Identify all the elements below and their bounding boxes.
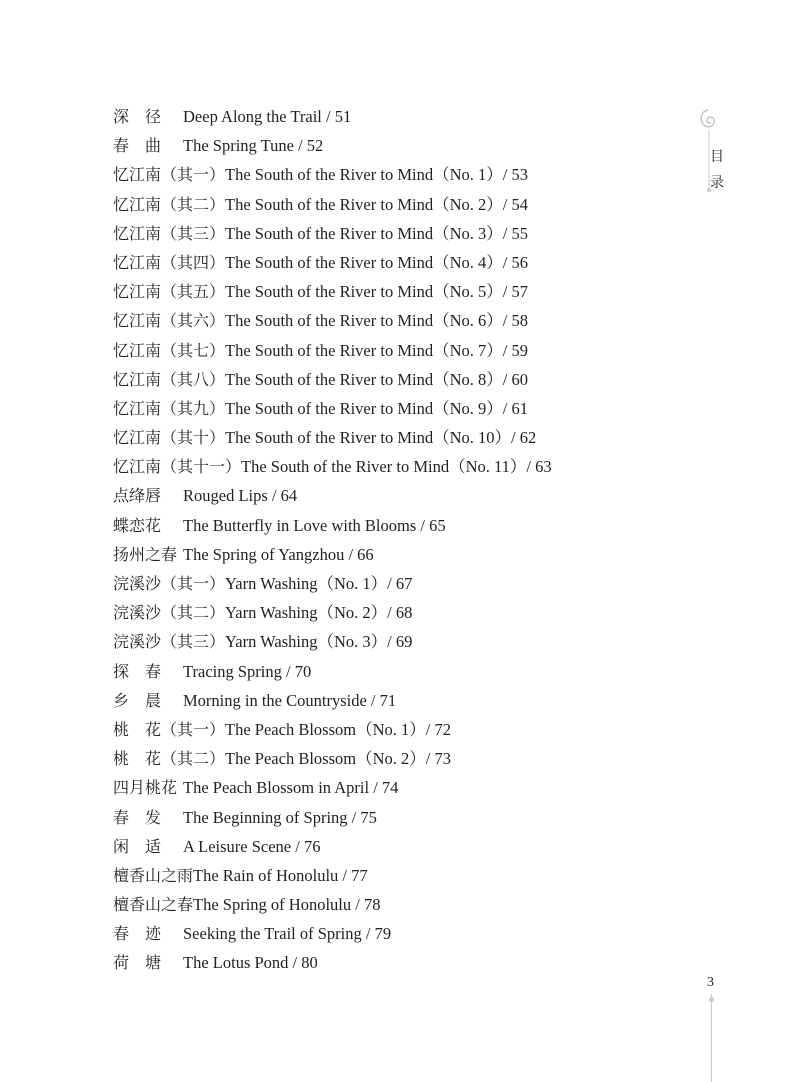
toc-entry-english-title: The South of the River to Mind（No. 10）/ 62 [225, 428, 537, 448]
toc-entry[interactable] [113, 513, 552, 542]
toc-entry-chinese-title: 乡 晨 [113, 690, 162, 710]
toc-entry-english-title: The Rain of Honolulu / 77 [193, 865, 368, 885]
toc-entry-english-title: The Butterfly in Love with Blooms / 65 [183, 515, 446, 535]
toc-entry-english-title: The Peach Blossom（No. 1）/ 72 [225, 719, 451, 739]
toc-entry-chinese-title: 忆江南（其九） [113, 398, 226, 418]
toc-entry-chinese-title: 忆江南（其五） [113, 282, 226, 302]
toc-entry-english-title: Deep Along the Trail / 51 [183, 107, 352, 126]
toc-entry-chinese-title: 忆江南（其八） [113, 369, 226, 389]
toc-entry[interactable] [113, 775, 552, 804]
toc-entry[interactable] [113, 717, 552, 746]
toc-entry[interactable] [113, 805, 552, 834]
toc-entry[interactable] [113, 250, 552, 279]
toc-entry[interactable] [113, 104, 552, 133]
toc-entry-english-title: The South of the River to Mind（No. 1）/ 53 [225, 165, 528, 185]
toc-entry[interactable] [113, 834, 552, 863]
toc-entry-english-title: The South of the River to Mind（No. 11）/ 63 [241, 457, 552, 477]
section-tab-char-1: 目 [710, 149, 724, 165]
toc-entry[interactable] [113, 659, 552, 688]
toc-entry-chinese-title: 桃 花（其一） [113, 719, 226, 739]
toc-entry-english-title: The Spring of Yangzhou / 66 [183, 544, 374, 564]
toc-entry-chinese-title: 春 迹 [113, 924, 162, 944]
toc-entry-chinese-title: 探 春 [113, 661, 162, 681]
toc-entry[interactable] [113, 221, 552, 250]
toc-entry-english-title: Rouged Lips / 64 [183, 486, 298, 506]
toc-entry[interactable] [113, 279, 552, 308]
page-number-rule [711, 994, 712, 1082]
toc-entry[interactable] [113, 629, 552, 658]
toc-entry-english-title: The Spring of Honolulu / 78 [193, 895, 381, 915]
toc-entry-english-title: The South of the River to Mind（No. 7）/ 59 [225, 340, 528, 360]
toc-entry-english-title: A Leisure Scene / 76 [183, 836, 321, 856]
toc-entry-chinese-title: 浣溪沙（其二） [113, 603, 226, 623]
toc-entry-chinese-title: 春 发 [113, 807, 162, 827]
toc-entry-chinese-title: 春 曲 [113, 136, 162, 156]
toc-entry[interactable] [113, 192, 552, 221]
toc-entry-english-title: The Beginning of Spring / 75 [183, 807, 377, 827]
toc-entry-chinese-title: 忆江南（其六） [113, 311, 226, 331]
toc-entry-chinese-title: 檀香山之雨 [113, 865, 194, 885]
toc-entry-english-title: The South of the River to Mind（No. 5）/ 57 [225, 282, 528, 302]
toc-entry-chinese-title: 深 径 [113, 107, 162, 126]
toc-entry[interactable] [113, 483, 552, 512]
toc-entry-chinese-title: 忆江南（其二） [113, 194, 226, 214]
toc-entry[interactable] [113, 133, 552, 162]
toc-entry-chinese-title: 荷 塘 [113, 953, 162, 973]
toc-entry[interactable] [113, 162, 552, 191]
toc-entry-chinese-title: 闲 适 [113, 836, 162, 856]
toc-entry[interactable] [113, 863, 552, 892]
toc-entry-chinese-title: 忆江南（其三） [113, 223, 226, 243]
toc-entry-english-title: The South of the River to Mind（No. 4）/ 56 [225, 252, 528, 272]
toc-entry-chinese-title: 蝶恋花 [113, 515, 162, 535]
toc-entry-chinese-title: 檀香山之春 [113, 895, 194, 915]
toc-entry[interactable] [113, 892, 552, 921]
toc-entry[interactable] [113, 746, 552, 775]
toc-entry-chinese-title: 忆江南（其四） [113, 252, 226, 272]
toc-entry[interactable] [113, 396, 552, 425]
toc-entry-english-title: Tracing Spring / 70 [183, 661, 312, 681]
toc-entry-english-title: The Peach Blossom（No. 2）/ 73 [225, 749, 451, 769]
toc-entry[interactable] [113, 425, 552, 454]
toc-entry[interactable] [113, 338, 552, 367]
toc-entry[interactable] [113, 308, 552, 337]
toc-entry-english-title: The Spring Tune / 52 [183, 136, 324, 156]
toc-entry-chinese-title: 浣溪沙（其三） [113, 632, 226, 652]
toc-entry[interactable] [113, 367, 552, 396]
toc-entry-english-title: Yarn Washing（No. 2）/ 68 [225, 603, 413, 623]
toc-entry-chinese-title: 忆江南（其一） [113, 165, 226, 185]
toc-entry-english-title: The South of the River to Mind（No. 2）/ 54 [225, 194, 528, 214]
toc-entry[interactable] [113, 950, 552, 979]
toc-entry[interactable] [113, 688, 552, 717]
toc-entry[interactable] [113, 542, 552, 571]
toc-entry-english-title: Morning in the Countryside / 71 [183, 690, 397, 710]
toc-entry-english-title: The Lotus Pond / 80 [183, 953, 318, 973]
section-tab [698, 106, 726, 196]
toc-entry[interactable] [113, 921, 552, 950]
toc-entry-chinese-title: 四月桃花 [113, 778, 178, 798]
toc-entry-chinese-title: 忆江南（其十一） [113, 457, 242, 477]
page-number: 3 [707, 975, 714, 990]
table-of-contents [113, 104, 552, 980]
toc-entry-english-title: The South of the River to Mind（No. 9）/ 61 [225, 398, 528, 418]
toc-entry-chinese-title: 点绛唇 [113, 486, 162, 506]
section-tab-char-2: 录 [710, 175, 724, 191]
toc-entry-english-title: The South of the River to Mind（No. 3）/ 55 [225, 223, 528, 243]
toc-entry-english-title: Yarn Washing（No. 1）/ 67 [225, 574, 413, 593]
toc-entry[interactable] [113, 454, 552, 483]
toc-entry-english-title: The South of the River to Mind（No. 6）/ 58 [225, 311, 528, 331]
toc-entry[interactable] [113, 571, 552, 600]
toc-entry-english-title: The South of the River to Mind（No. 8）/ 60 [225, 369, 528, 389]
toc-entry-chinese-title: 扬州之春 [113, 544, 178, 564]
toc-entry-chinese-title: 忆江南（其十） [113, 428, 226, 448]
toc-entry[interactable] [113, 600, 552, 629]
toc-entry-chinese-title: 浣溪沙（其一） [113, 574, 226, 593]
toc-entry-english-title: Seeking the Trail of Spring / 79 [183, 924, 392, 944]
toc-entry-english-title: Yarn Washing（No. 3）/ 69 [225, 632, 413, 652]
toc-entry-chinese-title: 忆江南（其七） [113, 340, 226, 360]
page-number-dot [709, 997, 714, 1002]
toc-entry-chinese-title: 桃 花（其二） [113, 749, 226, 769]
toc-entry-english-title: The Peach Blossom in April / 74 [183, 778, 399, 798]
